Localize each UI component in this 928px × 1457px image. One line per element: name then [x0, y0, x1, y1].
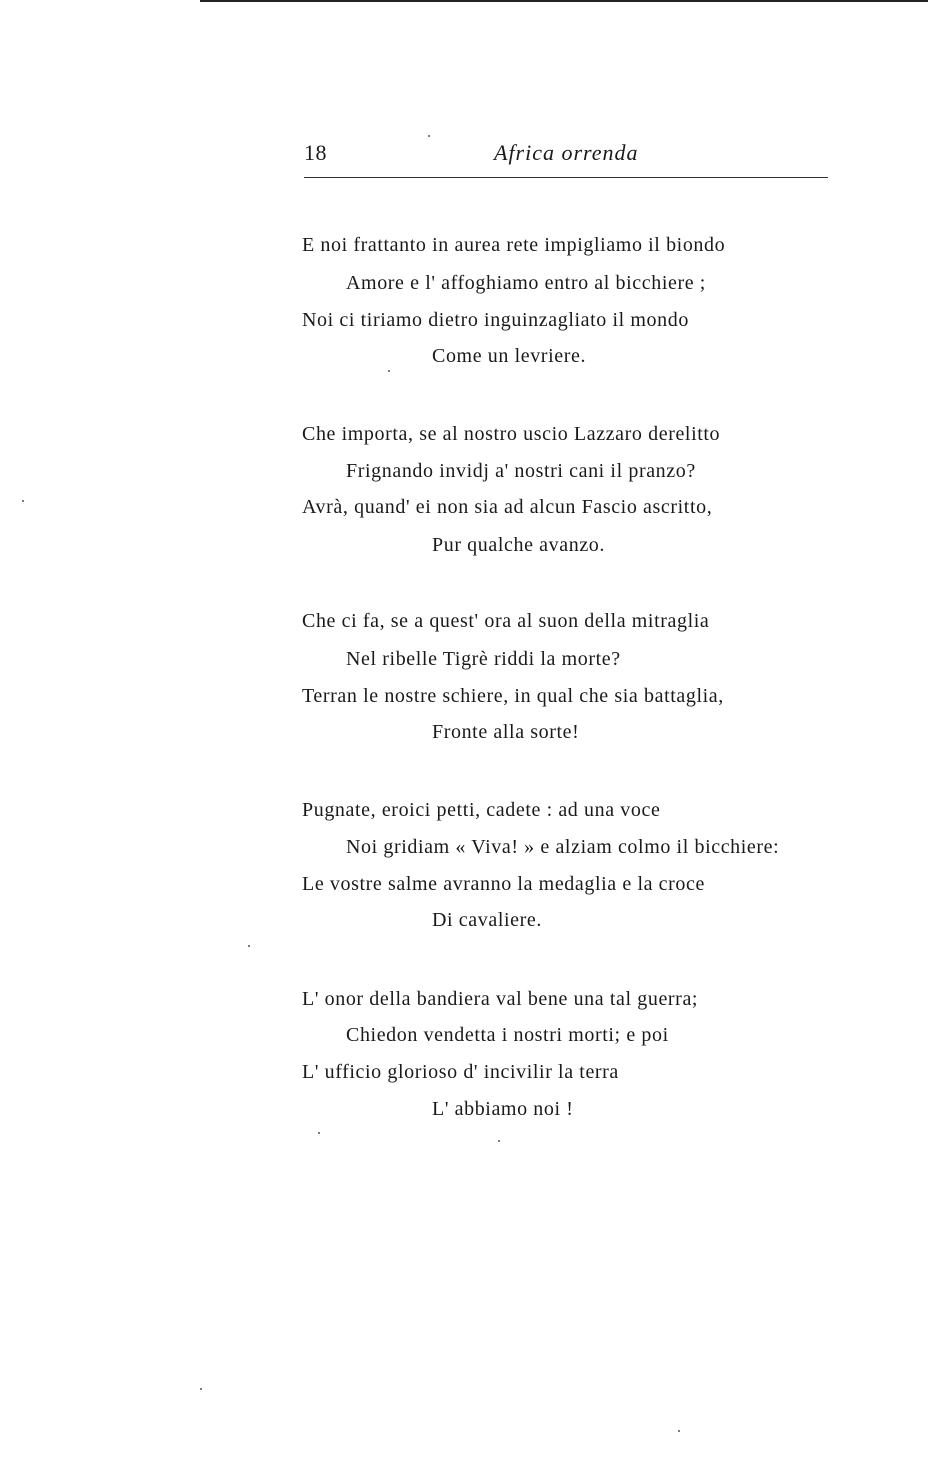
top-border-rule: [200, 0, 928, 2]
verse-line: Come un levriere.: [432, 345, 587, 367]
scan-speck: [318, 1132, 320, 1134]
verse-line: L' abbiamo noi !: [432, 1098, 574, 1120]
scan-speck: [388, 370, 390, 372]
page-header: [304, 138, 828, 178]
scan-speck: [248, 945, 250, 947]
verse-line: Noi ci tiriamo dietro inguinzagliato il mondo: [302, 309, 689, 331]
scan-speck: [498, 1140, 500, 1142]
header-rule: [304, 177, 828, 178]
page-number: 18: [304, 140, 327, 165]
scan-speck: [678, 1430, 680, 1432]
scan-speck: [428, 135, 430, 137]
verse-line: Fronte alla sorte!: [432, 721, 580, 743]
running-title: Africa orrenda: [494, 140, 639, 165]
verse-line: Che importa, se al nostro uscio Lazzaro derelitto: [302, 423, 721, 445]
verse-line: Avrà, quand' ei non sia ad alcun Fascio ascritto,: [302, 496, 713, 518]
verse-line: Chiedon vendetta i nostri morti; e poi: [346, 1024, 669, 1046]
verse-line: Di cavaliere.: [432, 909, 542, 931]
verse-line: L' ufficio glorioso d' incivilir la terra: [302, 1061, 619, 1083]
verse-line: Pur qualche avanzo.: [432, 534, 606, 556]
verse-line: Le vostre salme avranno la medaglia e la croce: [302, 873, 705, 895]
verse-line: Che ci fa, se a quest' ora al suon della mitraglia: [302, 610, 710, 632]
verse-line: Terran le nostre schiere, in qual che sia battaglia,: [302, 685, 724, 707]
scan-speck: [200, 1388, 202, 1390]
verse-line: E noi frattanto in aurea rete impigliamo il biondo: [302, 234, 726, 256]
verse-line: Frignando invidj a' nostri cani il pranzo?: [346, 460, 696, 482]
verse-line: Pugnate, eroici petti, cadete : ad una voce: [302, 799, 661, 821]
verse-line: L' onor della bandiera val bene una tal guerra;: [302, 988, 699, 1010]
verse-line: Nel ribelle Tigrè riddi la morte?: [346, 648, 621, 670]
verse-line: Amore e l' affoghiamo entro al bicchiere ;: [346, 272, 706, 294]
verse-line: Noi gridiam « Viva! » e alziam colmo il bicchiere:: [346, 836, 780, 858]
scan-speck: [22, 500, 24, 502]
